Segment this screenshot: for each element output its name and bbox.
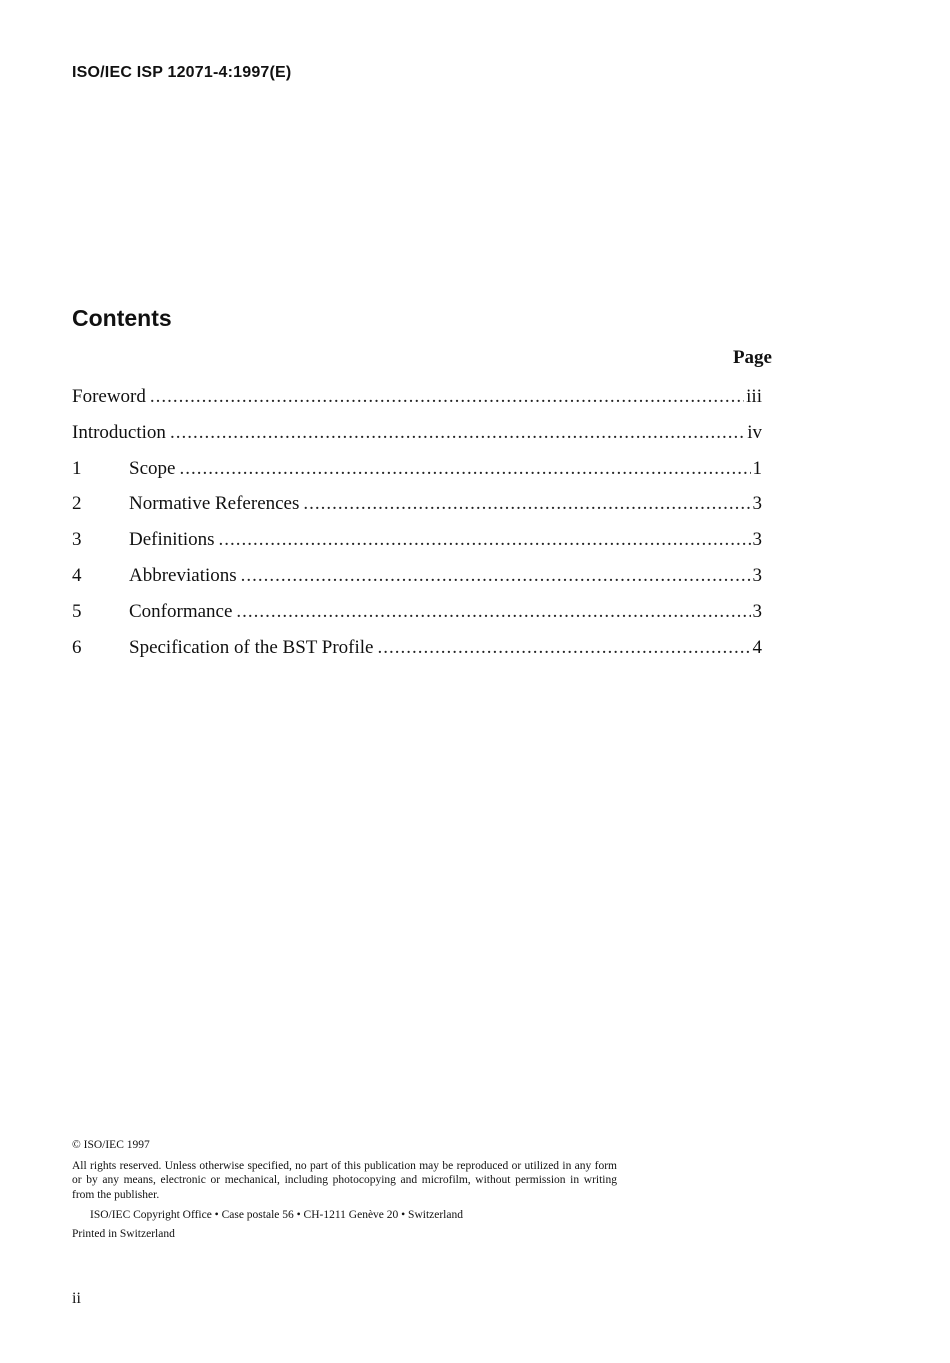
toc-entry-number: 5: [72, 600, 82, 622]
toc-entry-definitions[interactable]: [72, 529, 762, 565]
toc-leader-dots: [170, 422, 745, 444]
page-number: ii: [72, 1290, 81, 1307]
toc-entry-page: 3: [752, 493, 762, 515]
toc-entry-number: 1: [72, 457, 82, 479]
page-column-header: Page: [732, 347, 772, 368]
toc-leader-dots: [150, 386, 744, 408]
toc-entry-title: Conformance: [129, 600, 233, 622]
toc-entry-abbreviations[interactable]: [72, 565, 762, 601]
toc-leader-dots: [241, 565, 751, 587]
toc-entry-introduction[interactable]: [72, 422, 762, 458]
toc-entry-page: iv: [747, 421, 762, 443]
toc-leader-dots: [236, 601, 750, 623]
copyright-office-address: ISO/IEC Copyright Office • Case postale 56 • CH-1211 Genève 20 • Switzerland: [90, 1209, 463, 1221]
toc-entry-page: 4: [752, 636, 762, 658]
toc-entry-scope[interactable]: [72, 458, 762, 494]
toc-entry-page: 3: [752, 529, 762, 551]
toc-entry-number: 2: [72, 493, 82, 515]
toc-entry-number: 3: [72, 529, 82, 551]
toc-entry-number: 4: [72, 564, 82, 586]
copyright-footer: [72, 1138, 617, 1241]
toc-entry-title: Abbreviations: [129, 564, 237, 586]
toc-entry-page: 3: [752, 600, 762, 622]
copyright-notice: © ISO/IEC 1997: [72, 1139, 150, 1151]
toc-entry-page: iii: [746, 386, 762, 407]
toc-entry-normative-references[interactable]: [72, 493, 762, 529]
toc-entry-title: Definitions: [129, 529, 215, 551]
document-identifier: ISO/IEC ISP 12071-4:1997(E): [72, 64, 292, 81]
toc-leader-dots: [378, 637, 751, 659]
contents-heading: Contents: [72, 305, 172, 331]
printed-in-note: Printed in Switzerland: [72, 1227, 175, 1240]
toc-entry-title: Specification of the BST Profile: [129, 636, 374, 658]
toc-leader-dots: [303, 493, 750, 515]
toc-entry-page: 3: [752, 564, 762, 586]
toc-entry-title: Normative References: [129, 493, 300, 515]
toc-entry-conformance[interactable]: [72, 601, 762, 637]
table-of-contents: [72, 386, 762, 672]
toc-entry-title: Introduction: [72, 421, 166, 443]
toc-leader-dots: [219, 529, 751, 551]
toc-entry-title: Foreword: [72, 386, 146, 407]
toc-leader-dots: [179, 458, 750, 480]
toc-entry-title: Scope: [129, 457, 176, 479]
toc-entry-page: 1: [752, 457, 762, 479]
toc-entry-number: 6: [72, 636, 82, 658]
toc-entry-bst-profile[interactable]: [72, 637, 762, 673]
rights-statement: All rights reserved. Unless otherwise specified, no part of this publication may be reproduced or utilized in any form or by any means, electronic or mechanical, including photocopying and microfilm, without permission in writing from the publisher.: [72, 1159, 617, 1201]
toc-entry-foreword[interactable]: [72, 386, 762, 422]
